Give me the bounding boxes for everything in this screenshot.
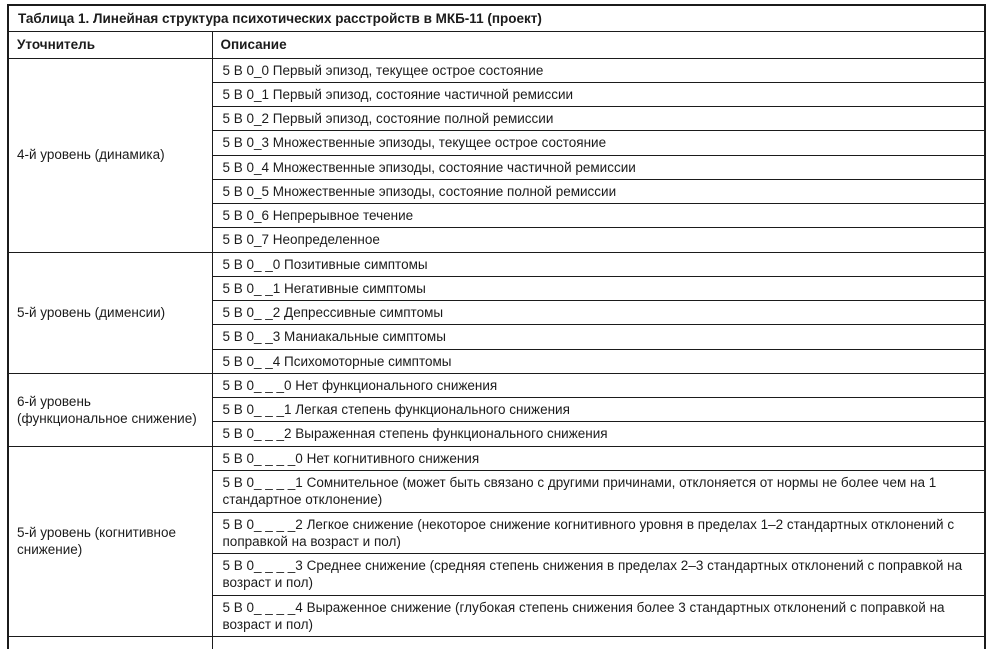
description-cell: 5 B 0_ _ _0 Нет функционального снижения [212, 373, 985, 397]
description-cell: 5 B 0_ _ _ _3 Среднее снижение (средняя степень снижения в пределах 2–3 стандартных отклонений с поправкой на возраст и пол) [212, 554, 985, 596]
table-header-row [8, 31, 985, 58]
column-header-description: Описание [212, 31, 985, 58]
description-cell: 5 B 0_ _ _ _4 Выраженное снижение (глубокая степень снижения более 3 стандартных отклонений с поправкой на возраст и пол) [212, 595, 985, 637]
description-cell: 5 B 0_ _ _1 Легкая степень функционального снижения [212, 398, 985, 422]
description-cell: 5 B 0_6 Непрерывное течение [212, 204, 985, 228]
icd11-structure-table [7, 4, 986, 649]
description-cell: 5 B 0_ _ _ _1 Сомнительное (может быть связано с другими причинами, отклоняется от нормы не более чем на 1 стандартное отклонение) [212, 471, 985, 513]
qualifier-cell: 5-й уровень (дименсии) [8, 252, 212, 373]
description-cell: 5 B 0_ _4 Психомоторные симптомы [212, 349, 985, 373]
table-row [8, 373, 985, 397]
description-cell: 5 B 0_1 Первый эпизод, состояние частичной ремиссии [212, 82, 985, 106]
description-cell: 5 B 0_ _0 Позитивные симптомы [212, 252, 985, 276]
column-header-qualifier: Уточнитель [8, 31, 212, 58]
table-title-row [8, 5, 985, 31]
description-cell: 5 B 0_ _3 Маниакальные симптомы [212, 325, 985, 349]
description-cell: 5 B 0_0 Первый эпизод, текущее острое состояние [212, 58, 985, 82]
table-title: Таблица 1. Линейная структура психотических расстройств в МКБ-11 (проект) [8, 5, 985, 31]
description-cell: 5 B 0_3 Множественные эпизоды, текущее острое состояние [212, 131, 985, 155]
description-cell: 5 B 0_ _ _2 Выраженная степень функционального снижения [212, 422, 985, 446]
description-cell: 5 B 0_2 Первый эпизод, состояние полной ремиссии [212, 107, 985, 131]
table-row [8, 446, 985, 470]
description-cell: 5 B 0_ _ _ _0 Нет когнитивного снижения [212, 446, 985, 470]
table-row [8, 58, 985, 82]
description-cell: 5 B 0_ _2 Депрессивные симптомы [212, 301, 985, 325]
table-row [8, 252, 985, 276]
qualifier-cell: 5-й уровень (когнитивное снижение) [8, 446, 212, 636]
description-cell: 5 B 0_4 Множественные эпизоды, состояние частичной ремиссии [212, 155, 985, 179]
description-cell [212, 637, 985, 649]
description-cell: 5 B 0_5 Множественные эпизоды, состояние полной ремиссии [212, 179, 985, 203]
description-cell: 5 B 0_ _1 Негативные симптомы [212, 276, 985, 300]
qualifier-cell: 4-й уровень (динамика) [8, 58, 212, 252]
qualifier-cell: 6-й уровень (функциональное снижение) [8, 373, 212, 446]
table-row-cutoff [8, 637, 985, 649]
description-cell: 5 B 0_ _ _ _2 Легкое снижение (некоторое снижение когнитивного уровня в пределах 1–2 стандартных отклонений с поправкой на возраст и пол) [212, 512, 985, 554]
qualifier-cell [8, 637, 212, 649]
table-body [8, 58, 985, 649]
description-cell: 5 B 0_7 Неопределенное [212, 228, 985, 252]
